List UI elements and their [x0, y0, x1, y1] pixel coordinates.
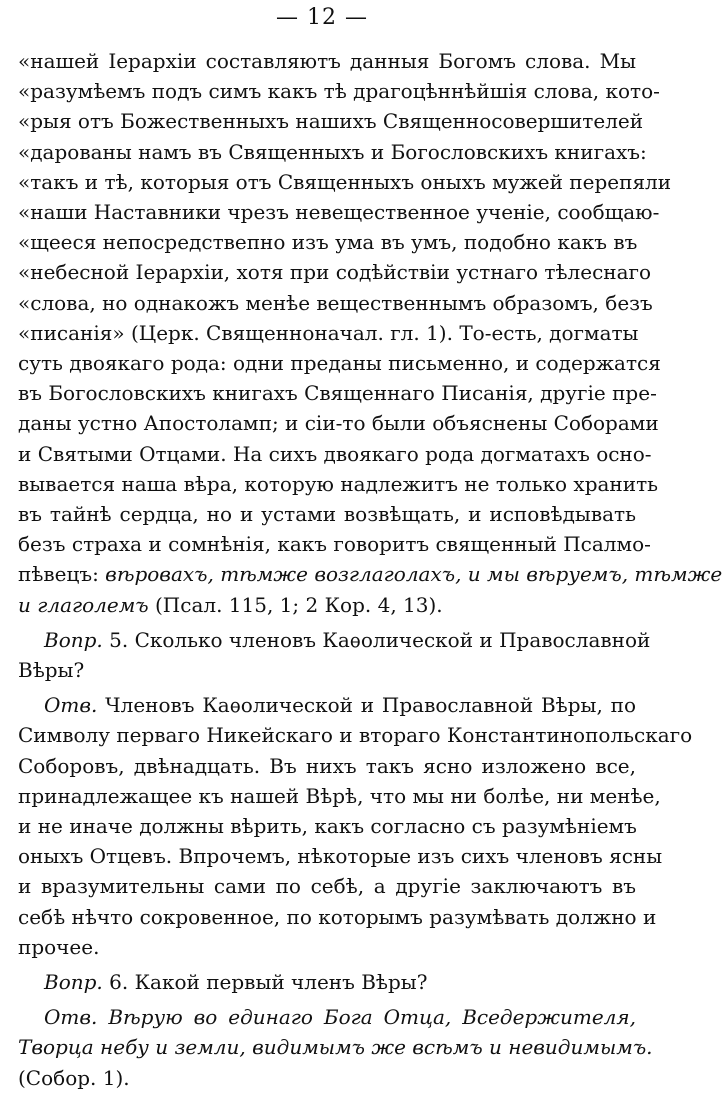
text-line: «наши Наставники чрезъ невещественное ученіе, сообщаю- [18, 200, 660, 224]
text-line: въ тайнѣ сердца, но и устами возвѣщать, и исповѣдывать [18, 502, 636, 526]
text-line: «нашей Іерархіи составляютъ данныя Богомъ слова. Мы [18, 49, 636, 73]
text-line: «дарованы намъ въ Священныхъ и Богословскихъ книгахъ: [18, 140, 647, 164]
text-line: «рыя отъ Божественныхъ нашихъ Священносовершителей [18, 109, 644, 133]
question-label: Вопр. [44, 628, 103, 652]
citation: (Псал. 115, 1; 2 Кор. 4, 13). [148, 593, 443, 617]
answer-line [18, 932, 636, 962]
answer-line [18, 871, 636, 901]
question-text: 6. Какой первый членъ Вѣры? [102, 970, 428, 994]
text-line [18, 559, 722, 589]
text-line: «небесной Іерархіи, хотя при содѣйствіи устнаго тѣлеснаго [18, 260, 652, 284]
answer-text: и не иначе должны вѣрить, какъ согласно съ разумѣніемъ [18, 814, 637, 838]
text-line: и Святыми Отцами. На сихъ двоякаго рода догматахъ осно- [18, 442, 652, 466]
text-line: суть двоякаго рода: одни преданы письменно, и содержатся [18, 351, 661, 375]
question-line [44, 625, 651, 655]
answer-text: принадлежащее къ нашей Вѣрѣ, что мы ни болѣе, ни менѣе, [18, 784, 661, 808]
answer-text: Членовъ Каѳолической и Православной Вѣры, по [97, 693, 636, 717]
answer-text: оныхъ Отцевъ. Впрочемъ, нѣкоторые изъ сихъ членовъ ясны [18, 844, 663, 868]
text-line: «такъ и тѣ, которыя отъ Священныхъ оныхъ мужей перепяли [18, 170, 672, 194]
text-line: вывается наша вѣра, которую надлежитъ не только хранить [18, 472, 659, 496]
page-number: — 12 — [276, 5, 368, 30]
answer-line [44, 690, 636, 720]
answer-line [18, 751, 636, 781]
answer-text: себѣ нѣчто сокровенное, по которымъ разумѣвать должно и [18, 905, 657, 929]
text-line: «щееся непосредствепно изъ ума въ умъ, подобно какъ въ [18, 230, 638, 254]
answer-text: Творца небу и земли, видимымъ же всѣмъ и невидимымъ. [18, 1035, 653, 1059]
text-line [18, 590, 636, 620]
answer-line [18, 1032, 653, 1062]
psalm-quote: и глаголемъ [18, 593, 149, 617]
answer-line [18, 1063, 636, 1093]
text-line: «писанія» (Церк. Священноначал. гл. 1). То-есть, догматы [18, 321, 639, 345]
question-text: 5. Сколько членовъ Каѳолической и Православной [102, 628, 651, 652]
citation: (Собор. 1). [18, 1066, 130, 1090]
text-line: безъ страха и сомнѣнія, какъ говоритъ священный Псалмо- [18, 532, 651, 556]
question-line [44, 967, 636, 997]
psalm-quote: вѣровахъ, тѣмже возглаголахъ, и мы вѣруемъ, тѣмже [105, 562, 722, 586]
question-label: Вопр. [44, 970, 103, 994]
answer-text: Символу перваго Никейскаго и втораго Константинопольскаго [18, 723, 693, 747]
text-line: «слова, но однакожъ менѣе вещественнымъ образомъ, безъ [18, 291, 653, 315]
answer-line [18, 841, 663, 871]
answer-line [18, 902, 657, 932]
text-line: даны устно Апостоламп; и сіи-то были объяснены Соборами [18, 411, 659, 435]
answer-label: Отв. [44, 1005, 98, 1029]
text-line: въ Богословскихъ книгахъ Священнаго Писанія, другіе пре- [18, 381, 657, 405]
answer-line [18, 781, 661, 811]
question-line: Вѣры? [18, 658, 85, 682]
answer-text: Вѣрую во единаго Бога Отца, Вседержителя, [97, 1005, 636, 1029]
text-line: «разумѣемъ подъ симъ какъ тѣ драгоцѣннѣйшія слова, кото- [18, 79, 660, 103]
answer-line [18, 811, 636, 841]
answer-text: и вразумительны сами по себѣ, а другіе заключаютъ въ [18, 874, 636, 898]
answer-line [18, 720, 693, 750]
text-span: пѣвецъ: [18, 562, 106, 586]
answer-text: Соборовъ, двѣнадцать. Въ нихъ такъ ясно изложено все, [18, 754, 636, 778]
answer-text: прочее. [18, 935, 100, 959]
answer-label: Отв. [44, 693, 98, 717]
answer-line [44, 1002, 636, 1032]
